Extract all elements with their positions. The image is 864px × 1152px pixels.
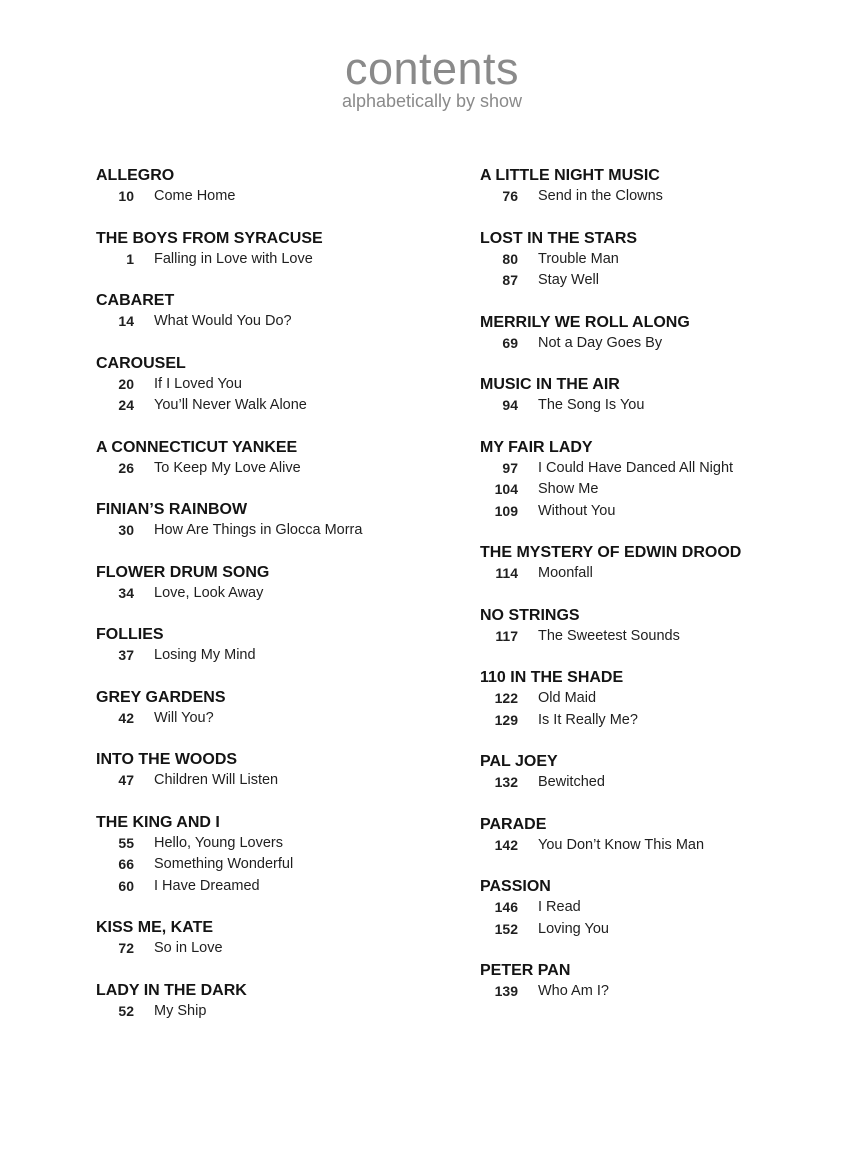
show-entry — [480, 667, 840, 731]
show-entry — [480, 542, 840, 585]
song-entry — [480, 626, 840, 648]
song-entry — [96, 833, 456, 855]
page-number: 94 — [502, 397, 518, 413]
song-entry — [96, 770, 456, 792]
song-title: Loving You — [538, 920, 609, 937]
page-number: 66 — [118, 856, 134, 872]
song-entry — [480, 501, 840, 523]
show-title: A LITTLE NIGHT MUSIC — [480, 167, 660, 184]
show-title: PASSION — [480, 878, 551, 895]
page-subtitle: alphabetically by show — [341, 91, 523, 111]
page-title: contents — [344, 43, 520, 94]
song-entry — [480, 249, 840, 271]
song-title: Who Am I? — [538, 983, 609, 999]
show-entry — [480, 876, 840, 940]
song-title: If I Loved You — [154, 375, 242, 392]
page-number: 122 — [494, 690, 518, 706]
song-title: Show Me — [538, 481, 599, 497]
song-title: To Keep My Love Alive — [154, 459, 301, 476]
show-entry — [96, 624, 456, 667]
page-number: 55 — [118, 834, 134, 851]
song-title: You’ll Never Walk Alone — [154, 397, 307, 413]
page-number: 60 — [118, 877, 134, 894]
show-entry — [480, 374, 840, 417]
show-entry — [480, 228, 840, 292]
page-number: 30 — [118, 522, 134, 538]
song-entry — [96, 311, 456, 333]
page-number: 76 — [502, 188, 518, 204]
song-entry — [480, 479, 840, 501]
show-title: ALLEGRO — [96, 167, 175, 184]
page-number: 14 — [118, 313, 134, 329]
page-number: 10 — [118, 188, 134, 204]
show-title: MERRILY WE ROLL ALONG — [480, 313, 690, 331]
page-number: 20 — [118, 375, 134, 392]
song-title: Is It Really Me? — [538, 711, 638, 728]
show-entry — [96, 499, 456, 542]
page-number: 152 — [494, 920, 518, 937]
show-title: 110 IN THE SHADE — [480, 669, 624, 686]
show-entry — [96, 290, 456, 333]
song-entry — [96, 1001, 456, 1023]
page-number: 104 — [494, 481, 518, 497]
song-title: Children Will Listen — [154, 772, 279, 788]
song-entry — [96, 583, 456, 605]
song-title: What Would You Do? — [154, 313, 292, 329]
page-number: 42 — [118, 709, 134, 726]
song-entry — [480, 772, 840, 794]
song-entry — [96, 708, 456, 730]
page-number: 69 — [502, 334, 518, 351]
song-title: Bewitched — [538, 774, 605, 790]
show-title: FINIAN’S RAINBOW — [96, 501, 248, 518]
page-number: 24 — [118, 397, 134, 413]
page-number: 129 — [494, 711, 518, 728]
show-entry — [480, 165, 840, 208]
page-number: 80 — [502, 250, 518, 267]
show-title: KISS ME, KATE — [96, 919, 214, 936]
song-title: You Don’t Know This Man — [538, 836, 705, 853]
show-title: INTO THE WOODS — [96, 751, 238, 768]
show-title: CAROUSEL — [96, 354, 186, 372]
show-entry — [96, 353, 456, 417]
show-entry — [96, 812, 456, 898]
show-title: MUSIC IN THE AIR — [480, 376, 620, 393]
show-entry — [96, 917, 456, 960]
contents-left-column — [96, 165, 456, 1042]
show-entry — [480, 605, 840, 648]
song-entry — [480, 333, 840, 355]
show-title: THE MYSTERY OF EDWIN DROOD — [480, 544, 742, 561]
song-entry — [96, 645, 456, 667]
page-number: 146 — [494, 899, 518, 915]
show-title: FOLLIES — [96, 626, 164, 643]
song-entry — [96, 876, 456, 898]
song-entry — [96, 249, 456, 271]
song-title: Hello, Young Lovers — [154, 834, 283, 851]
song-entry — [480, 919, 840, 941]
song-title: Something Wonderful — [154, 856, 294, 872]
show-title: NO STRINGS — [480, 606, 580, 624]
show-entry — [480, 312, 840, 355]
page-number: 132 — [494, 774, 518, 790]
show-entry — [96, 437, 456, 480]
song-title: I Could Have Danced All Night — [538, 459, 734, 476]
song-title: Love, Look Away — [154, 584, 264, 601]
song-title: Losing My Mind — [154, 647, 256, 663]
song-entry — [96, 520, 456, 542]
show-entry — [480, 437, 840, 523]
song-title: So in Love — [154, 940, 223, 956]
page-number: 87 — [502, 272, 518, 288]
show-title: CABARET — [96, 292, 175, 309]
song-entry — [480, 563, 840, 585]
song-title: Not a Day Goes By — [538, 334, 663, 351]
song-title: I Have Dreamed — [154, 877, 260, 894]
show-title: LADY IN THE DARK — [96, 981, 247, 999]
show-entry — [96, 749, 456, 792]
song-title: Trouble Man — [538, 250, 619, 267]
song-entry — [96, 186, 456, 208]
show-entry — [480, 960, 840, 1003]
show-title: GREY GARDENS — [96, 688, 226, 706]
page-number: 142 — [494, 836, 518, 853]
show-entry — [96, 228, 456, 271]
song-title: I Read — [538, 899, 581, 915]
page-number: 52 — [118, 1002, 134, 1019]
song-title: Will You? — [154, 709, 214, 726]
show-entry — [96, 562, 456, 605]
song-title: The Sweetest Sounds — [538, 627, 680, 644]
page-number: 34 — [118, 584, 134, 601]
song-entry — [480, 395, 840, 417]
page-number: 117 — [495, 627, 518, 644]
song-entry — [480, 981, 840, 1003]
page-number: 72 — [118, 940, 134, 956]
show-title: THE KING AND I — [96, 813, 220, 831]
show-title: LOST IN THE STARS — [480, 229, 638, 247]
page-number: 1 — [126, 250, 134, 267]
song-entry — [480, 688, 840, 710]
page-number: 47 — [118, 772, 134, 788]
song-title: Stay Well — [538, 272, 599, 288]
song-entry — [480, 186, 840, 208]
song-title: Come Home — [154, 188, 236, 204]
page-number: 139 — [494, 983, 518, 999]
song-title: How Are Things in Glocca Morra — [154, 522, 363, 538]
page-number: 37 — [118, 647, 134, 663]
song-title: Old Maid — [538, 690, 597, 706]
song-title: Moonfall — [538, 565, 593, 581]
show-title: FLOWER DRUM SONG — [96, 563, 270, 581]
song-entry — [480, 835, 840, 857]
song-entry — [96, 374, 456, 396]
song-title: Without You — [538, 502, 616, 519]
song-entry — [480, 270, 840, 292]
show-entry — [96, 687, 456, 730]
song-title: Send in the Clowns — [538, 188, 663, 204]
song-entry — [480, 897, 840, 919]
page-number: 97 — [502, 459, 518, 476]
song-title: The Song Is You — [538, 397, 645, 413]
page-header — [0, 44, 864, 111]
page-number: 26 — [118, 459, 134, 476]
show-title: PAL JOEY — [480, 753, 558, 770]
song-title: Falling in Love with Love — [154, 250, 313, 267]
show-title: A CONNECTICUT YANKEE — [96, 438, 298, 456]
show-title: MY FAIR LADY — [480, 438, 593, 456]
page-number: 109 — [494, 502, 518, 519]
song-entry — [96, 458, 456, 480]
song-entry — [96, 395, 456, 417]
page-number: 114 — [495, 565, 518, 581]
show-title: THE BOYS FROM SYRACUSE — [96, 229, 323, 247]
show-title: PARADE — [480, 815, 547, 833]
show-title: PETER PAN — [480, 962, 571, 979]
song-entry — [480, 458, 840, 480]
show-entry — [96, 165, 456, 208]
song-entry — [96, 938, 456, 960]
song-title: My Ship — [154, 1002, 207, 1019]
song-entry — [480, 710, 840, 732]
show-entry — [480, 751, 840, 794]
show-entry — [480, 814, 840, 857]
contents-right-column — [480, 165, 840, 1023]
song-entry — [96, 854, 456, 876]
show-entry — [96, 980, 456, 1023]
